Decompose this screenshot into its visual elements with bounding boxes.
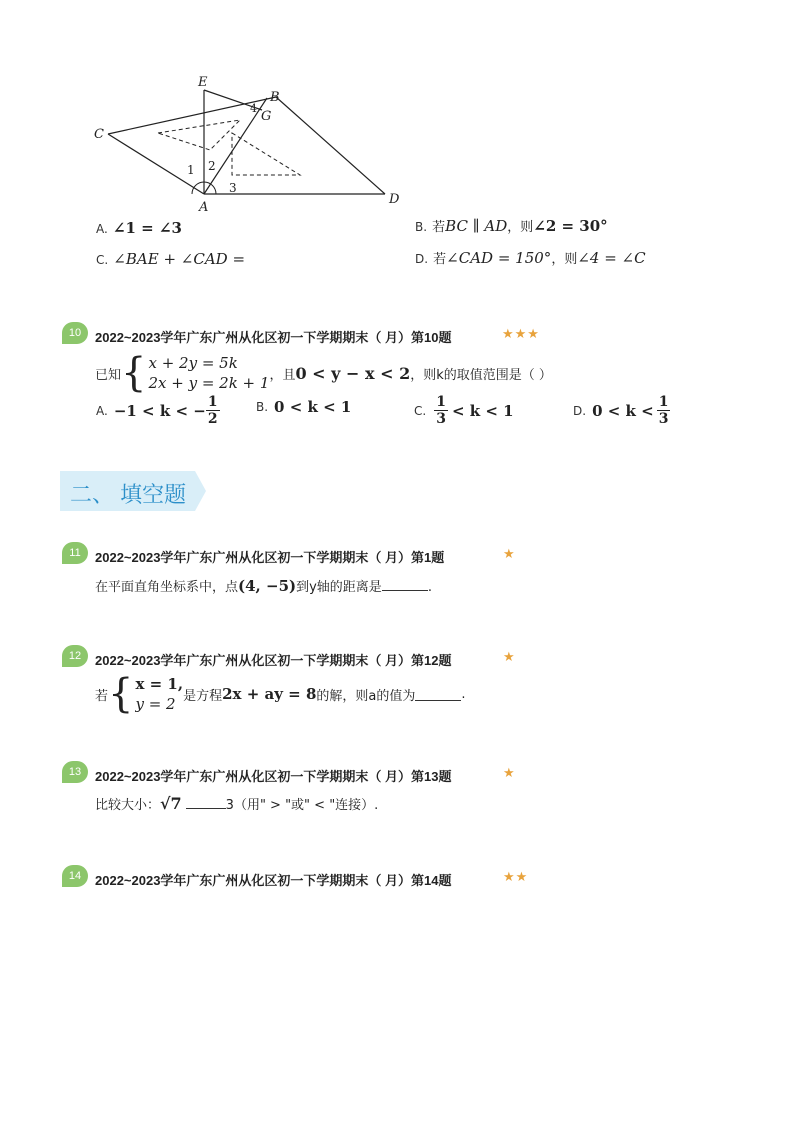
q10-option-b[interactable] <box>256 398 351 416</box>
q10-option-c[interactable] <box>414 394 514 427</box>
question-number-badge: 10 <box>62 322 88 344</box>
q9-option-d-pre: 若 <box>433 252 447 267</box>
q12-end: . <box>461 686 466 702</box>
q12-math: 2x + ay = 8 <box>222 685 317 703</box>
question-title: 2022~2023学年广东广州从化区初一下学期期末（ 月）第14题 <box>95 873 452 888</box>
q10-option-d-letter: D. <box>573 403 587 418</box>
q12-post: 的解，则a的值为 <box>316 688 416 704</box>
equation-system <box>135 674 183 714</box>
question-number-badge: 12 <box>62 645 88 667</box>
q10-intro: 已知 <box>95 367 122 383</box>
q13-pre: 比较大小： <box>95 798 161 813</box>
q9-option-b-letter: B. <box>415 220 428 234</box>
q9-option-d[interactable] <box>415 248 646 267</box>
q10-option-b-letter: B. <box>256 400 269 414</box>
label-C: C <box>94 127 104 142</box>
q9-option-d-math: ∠CAD = 150° <box>446 249 552 267</box>
label-A: A <box>199 200 209 215</box>
dashed-triangle-right <box>232 133 300 175</box>
q13-stem <box>95 794 378 813</box>
dashed-triangle-left <box>158 120 240 150</box>
answer-blank[interactable] <box>186 796 226 809</box>
q9-option-b-math2: ∠2 = 30° <box>533 217 608 235</box>
question-title: 2022~2023学年广东广州从化区初一下学期期末（ 月）第10题 <box>95 330 452 345</box>
q10-option-c-post: < k < 1 <box>451 401 514 420</box>
q12-eq2: y = 2 <box>135 695 176 713</box>
question-number-badge: 14 <box>62 865 88 887</box>
q9-option-b-mid: ，则 <box>507 220 534 235</box>
q12-eq1: x = 1, <box>135 675 184 693</box>
question-title: 2022~2023学年广东广州从化区初一下学期期末（ 月）第12题 <box>95 653 452 668</box>
answer-blank[interactable] <box>382 578 428 591</box>
question-title: 2022~2023学年广东广州从化区初一下学期期末（ 月）第1题 <box>95 550 445 565</box>
q10-option-a-fraction: $\frac{1}{2}$ <box>207 394 218 427</box>
difficulty-stars: ★ <box>503 766 516 781</box>
q12-mid: 是方程 <box>183 688 223 704</box>
q10-option-b-pre: 0 < k < 1 <box>274 398 352 416</box>
line-BD <box>276 97 385 194</box>
q10-mid: ，且 <box>269 367 296 383</box>
question-number-badge: 11 <box>62 542 88 564</box>
q9-option-c-math: ∠BAE + ∠CAD = <box>113 250 246 268</box>
q9-option-a-math: ∠1 = ∠3 <box>112 219 182 237</box>
difficulty-stars: ★★★ <box>502 327 540 342</box>
q9-option-c-letter: C. <box>96 253 109 267</box>
q10-option-c-fraction: $\frac{1}{3}$ <box>436 394 446 427</box>
difficulty-stars: ★ <box>503 547 516 562</box>
q9-option-b[interactable] <box>415 216 608 235</box>
left-brace: { <box>108 671 134 717</box>
answer-blank[interactable] <box>415 688 461 701</box>
geometry-figure <box>90 70 410 215</box>
label-1: 1 <box>187 163 195 177</box>
difficulty-stars: ★★ <box>503 870 529 885</box>
label-3: 3 <box>229 181 237 195</box>
question-number-badge: 13 <box>62 761 88 783</box>
q11-pre: 在平面直角坐标系中，点 <box>95 580 239 595</box>
difficulty-stars: ★ <box>503 650 516 665</box>
q10-option-a-pre: −1 < k < − <box>113 401 206 420</box>
label-2: 2 <box>208 159 216 173</box>
q9-option-b-math: BC ∥ AD <box>445 217 508 235</box>
label-B: B <box>270 90 280 105</box>
q13-post: 3（用" > "或" < "连接）. <box>225 798 379 813</box>
q9-option-c[interactable] <box>96 249 245 268</box>
q10-option-a[interactable] <box>96 394 220 427</box>
label-G: G <box>261 109 272 124</box>
q11-post: 到y轴的距离是 <box>296 580 382 595</box>
left-brace: { <box>121 350 147 396</box>
q10-tail: ，则k的取值范围是（ ） <box>410 367 552 383</box>
q9-option-d-mid: ，则 <box>551 252 578 267</box>
q11-stem <box>95 576 432 595</box>
q9-option-d-math2: ∠4 = ∠C <box>577 249 646 267</box>
q10-stem <box>95 350 552 396</box>
q10-eq1: x + 2y = 5k <box>148 354 238 372</box>
label-D: D <box>389 192 400 207</box>
q11-math: (4, −5) <box>238 577 297 595</box>
q12-pre: 若 <box>95 688 109 704</box>
q10-option-a-letter: A. <box>96 403 108 418</box>
q9-option-b-pre: 若 <box>432 220 446 235</box>
q9-option-a[interactable] <box>96 218 182 237</box>
q10-option-d-fraction: $\frac{1}{3}$ <box>658 394 669 427</box>
question-title: 2022~2023学年广东广州从化区初一下学期期末（ 月）第13题 <box>95 769 452 784</box>
equation-system <box>148 353 269 393</box>
q10-option-c-letter: C. <box>414 403 427 418</box>
label-E: E <box>198 75 208 90</box>
label-4: 4 <box>250 102 257 115</box>
q10-option-d-pre: 0 < k < <box>592 401 654 420</box>
q10-option-d[interactable] <box>573 394 670 427</box>
section-title: 二、 填空题 <box>70 482 187 507</box>
q13-math: √7 <box>160 794 182 813</box>
q9-option-d-letter: D. <box>415 252 429 266</box>
q12-stem <box>95 671 466 717</box>
q11-end: . <box>427 580 432 595</box>
q10-eq2: 2x + y = 2k + 1 <box>148 374 270 392</box>
q9-option-a-letter: A. <box>96 222 108 236</box>
q10-ineq: 0 < y − x < 2 <box>295 363 411 383</box>
